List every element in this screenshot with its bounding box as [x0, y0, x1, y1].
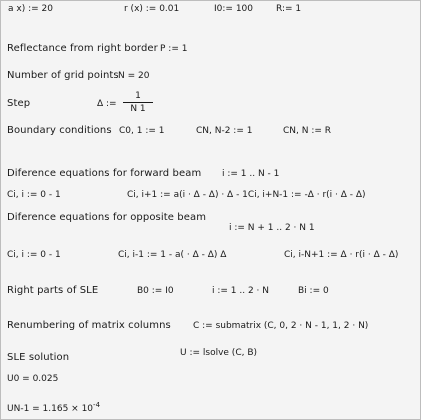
un1-exponent: -4	[93, 401, 101, 409]
reflectance-label: Reflectance from right border	[7, 43, 158, 54]
sle-bi[interactable]: Bi := 0	[298, 286, 329, 296]
i0-definition[interactable]: I0:= 100	[214, 4, 253, 14]
opposite-beam-range[interactable]: i := N + 1 .. 2 · N 1	[229, 223, 315, 233]
un1-mantissa: UN-1 = 1.165 × 10	[7, 404, 94, 414]
opposite-eq3[interactable]: Ci, i-N+1 := Δ · r(i · Δ - Δ)	[284, 250, 399, 260]
a-definition[interactable]: a x) := 20	[8, 4, 53, 14]
fraction-bar	[123, 102, 153, 103]
lsolve-expr[interactable]: U := lsolve (C, B)	[180, 348, 258, 358]
step-fraction[interactable]	[123, 91, 153, 114]
sle-b0[interactable]: B0 := I0	[137, 286, 174, 296]
grid-points-label: Number of grid points	[7, 70, 119, 81]
un1-result[interactable]	[7, 400, 100, 415]
renumbering-expr[interactable]: C := submatrix (C, 0, 2 · N - 1, 1, 2 · N)	[193, 321, 369, 331]
boundary-label: Boundary conditions	[7, 125, 112, 136]
opposite-beam-label: Diference equations for opposite beam	[7, 212, 207, 223]
opposite-eq2[interactable]: Ci, i-1 := 1 - a( · Δ - Δ) Δ	[118, 250, 227, 260]
u0-result[interactable]: U0 = 0.025	[7, 374, 59, 384]
boundary-c2[interactable]: CN, N-2 := 1	[196, 126, 253, 136]
renumbering-label: Renumbering of matrix columns	[7, 320, 171, 331]
boundary-c1[interactable]: C0, 1 := 1	[119, 126, 165, 136]
r-constant-definition[interactable]: R:= 1	[276, 4, 302, 14]
forward-beam-label: Diference equations for forward beam	[7, 168, 202, 179]
step-label: Step	[7, 98, 31, 109]
sle-range[interactable]: i := 1 .. 2 · N	[212, 286, 270, 296]
solution-label: SLE solution	[7, 352, 70, 363]
step-numerator: 1	[135, 91, 141, 101]
forward-beam-range[interactable]: i := 1 .. N - 1	[222, 169, 280, 179]
sle-right-label: Right parts of SLE	[7, 285, 99, 296]
opposite-eq1[interactable]: Ci, i := 0 - 1	[7, 250, 61, 260]
forward-eq2[interactable]: Ci, i+1 := a(i · Δ - Δ) · Δ - 1Ci, i+N-1 := -Δ · r(i · Δ - Δ)	[127, 190, 366, 200]
step-denominator: N 1	[130, 104, 146, 114]
r-definition[interactable]: r (x) := 0.01	[124, 4, 180, 14]
step-lhs[interactable]: Δ :=	[97, 99, 117, 109]
reflectance-expr[interactable]: P := 1	[160, 44, 188, 54]
grid-points-expr[interactable]: N = 20	[118, 71, 150, 81]
boundary-c3[interactable]: CN, N := R	[283, 126, 332, 136]
forward-eq1[interactable]: Ci, i := 0 - 1	[7, 190, 61, 200]
